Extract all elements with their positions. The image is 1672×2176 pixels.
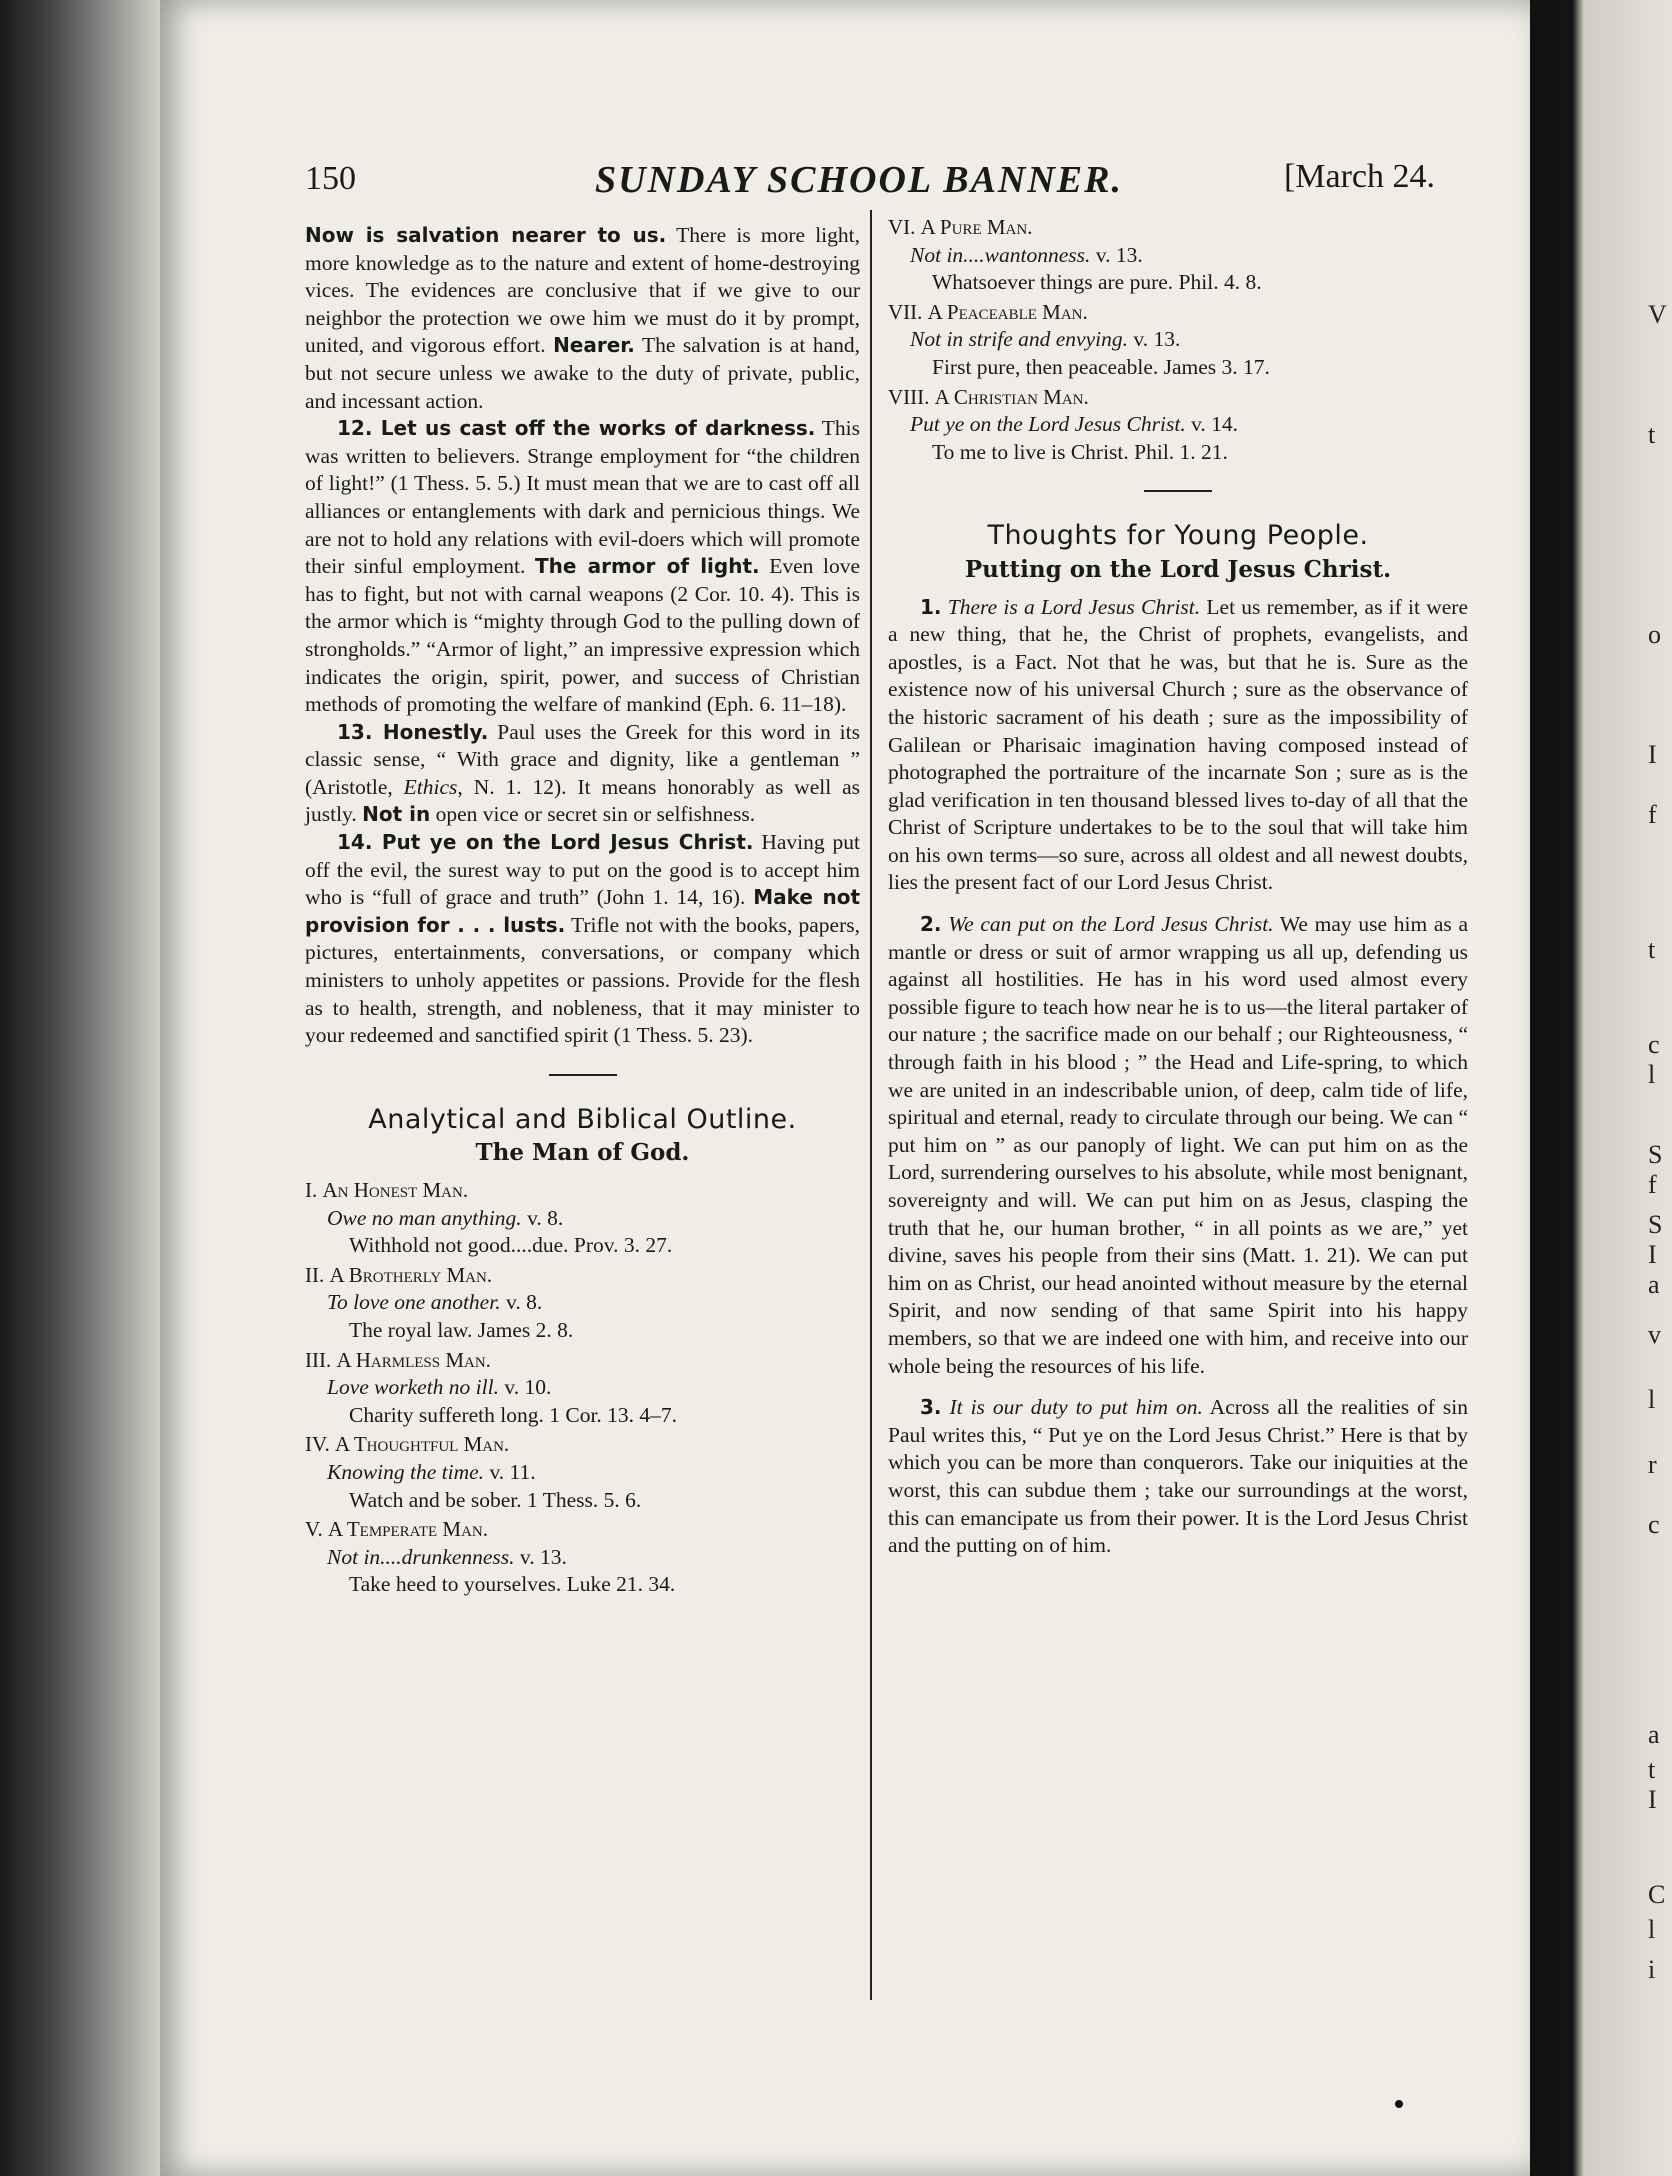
- commentary-text: This was written to believers. Strange employment for “the children of light!” (1 Thess. 5. 5.) It must mean that we are to cast off all alliances or entanglements with dark and pernicious things. We are not to hold any relations with evil-doers which will promote their sinful employment.: [305, 416, 860, 579]
- adjacent-page-fragment: I: [1648, 740, 1657, 769]
- thoughts-paragraph: [888, 594, 1468, 898]
- ink-speck: [1395, 2100, 1403, 2108]
- page-header: [305, 160, 1435, 210]
- commentary-italic: Ethics: [403, 774, 458, 799]
- adjacent-page-fragment: l: [1648, 1060, 1656, 1089]
- outline-heading: A Thoughtful Man.: [334, 1432, 510, 1457]
- commentary-heading: 14. Put ye on the Lord Jesus Christ.: [337, 830, 754, 855]
- outline-subpoint: Put ye on the Lord Jesus Christ.: [910, 412, 1186, 437]
- commentary-text: Paul uses the Greek for this word in its classic sense, “ With grace and dignity, like a gentleman ” (Aristotle,: [305, 719, 860, 799]
- outline-text: To me to live is Christ. Phil. 1. 21.: [932, 439, 1228, 464]
- commentary-text: Trifle not with the books, papers, pictures, entertainments, conversations, or company which ministers to unholy appetites or passions. Provide for the flesh as to health, strength, and nobleness, that it may minister to your redeemed and sanctified spirit (1 Thess. 5. 23).: [305, 912, 860, 1048]
- outline-text: Take heed to yourselves. Luke 21. 34.: [349, 1572, 676, 1597]
- outline-numeral: VI.: [888, 215, 916, 239]
- outline-subtitle: The Man of God.: [475, 1139, 690, 1167]
- adjacent-page-fragment: a: [1648, 1720, 1660, 1749]
- commentary-heading: The armor of light.: [534, 554, 760, 579]
- adjacent-page-fragment: t: [1648, 420, 1656, 449]
- page-number: 150: [305, 160, 356, 197]
- thoughts-title: Thoughts for Young People.: [987, 520, 1369, 552]
- thoughts-number: 1.: [920, 594, 942, 619]
- outline-reference: v. 13.: [1127, 327, 1181, 352]
- outline-subpoint: Not in strife and envying.: [910, 327, 1128, 352]
- adjacent-page-fragment: o: [1648, 620, 1661, 649]
- outline-heading: A Brotherly Man.: [329, 1262, 493, 1287]
- column-divider: [870, 210, 872, 2000]
- outline-numeral: V.: [305, 1517, 323, 1542]
- outline-reference: v. 8.: [500, 1290, 543, 1315]
- thoughts-number: 2.: [920, 912, 942, 937]
- thoughts-text: Let us remember, as if it were a new thing, that he, the Christ of prophets, evangelists, and apostles, is a Fact. Not that he was, but that he is. Sure as the existence now of his universal Church ; sure as the observance of the historic sacrament of his death ; sure as the impossibility of Galilean or Pharisaic imagination having composed instead of photographed the portraiture of the incarnate Son ; sure as is the glad verification in ten thousand blessed lives to-day of all that the Christ of Scripture undertakes to be to the soul that will take him on his own terms—so sure, across all oldest and all newest doubts, lies the present fact of our Lord Jesus Christ.: [888, 594, 1469, 895]
- outline-subpoint: Knowing the time.: [327, 1459, 485, 1484]
- commentary-heading: Make not provision for . . . lusts.: [305, 885, 860, 937]
- outline-reference: v. 10.: [498, 1375, 552, 1400]
- outline-numeral: IV.: [305, 1432, 330, 1457]
- commentary-paragraph: [305, 719, 860, 829]
- outline-reference: v. 11.: [484, 1459, 536, 1484]
- thoughts-subtitle: Putting on the Lord Jesus Christ.: [964, 555, 1392, 583]
- outline-text: Whatsoever things are pure. Phil. 4. 8.: [932, 270, 1262, 295]
- outline-item: [888, 384, 1468, 467]
- outline-subpoint: Love worketh no ill.: [327, 1375, 499, 1400]
- outline-title: Analytical and Biblical Outline.: [368, 1103, 797, 1135]
- outline-list-continued: [888, 214, 1468, 466]
- thoughts-heading: We can put on the Lord Jesus Christ.: [948, 912, 1274, 937]
- outline-numeral: VII.: [888, 299, 923, 324]
- outline-heading: A Pure Man.: [920, 215, 1033, 239]
- commentary-text: There is more light, more knowledge as to the nature and extent of home-destroying vices. The evidences are conclusive that if we give to our neighbor the protection we owe him we must do it by prompt, united, and vigorous effort.: [305, 223, 861, 358]
- adjacent-page-fragment: S: [1648, 1140, 1663, 1169]
- outline-numeral: II.: [305, 1262, 325, 1287]
- outline-heading: A Harmless Man.: [336, 1347, 491, 1372]
- section-divider: [1144, 490, 1212, 492]
- section-divider: [549, 1074, 617, 1076]
- adjacent-page-fragment: c: [1648, 1030, 1660, 1059]
- outline-item: [305, 1262, 860, 1345]
- journal-title: SUNDAY SCHOOL BANNER.: [595, 159, 1124, 201]
- outline-item: [305, 1177, 860, 1260]
- outline-subpoint: Not in....drunkenness.: [327, 1544, 515, 1569]
- thoughts-text: Across all the realities of sin Paul writes this, “ Put ye on the Lord Jesus Christ.” Here is that by which you can be more than conquerors. Take our iniquities at the worst, this can subdue them ; take our surroundings at the worst, this can emancipate us from their power. It is the Lord Jesus Christ and the putting on of him.: [888, 1395, 1468, 1558]
- adjacent-page-fragment: i: [1648, 1955, 1656, 1984]
- outline-heading: An Honest Man.: [322, 1178, 469, 1202]
- outline-list: [305, 1177, 860, 1599]
- commentary-text: Having put off the evil, the surest way to put on the good is to accept him who is “full of grace and truth” (John 1. 14, 16).: [305, 830, 860, 910]
- outline-numeral: VIII.: [888, 384, 930, 409]
- adjacent-page-fragment: a: [1648, 1270, 1660, 1299]
- adjacent-page-fragment: l: [1648, 1915, 1656, 1944]
- adjacent-page-fragment: v: [1648, 1320, 1661, 1349]
- adjacent-page-fragment: t: [1648, 935, 1656, 964]
- outline-text: Withhold not good....due. Prov. 3. 27.: [349, 1233, 673, 1258]
- thoughts-paragraph: [888, 1394, 1468, 1560]
- commentary-heading: Not in: [362, 802, 431, 827]
- outline-item: [305, 1431, 860, 1514]
- commentary-text: Even love has to fight, but not with carnal weapons (2 Cor. 10. 4). This is the armor which is “mighty through God to the pulling down of strongholds.” “Armor of light,” an impressive expression which indicates the origin, spirit, power, and success of Christian methods of promoting the welfare of mankind (Eph. 6. 11–18).: [305, 554, 860, 717]
- issue-date: [March 24.: [1283, 158, 1435, 195]
- left-column: [305, 222, 860, 1601]
- outline-heading: A Christian Man.: [934, 384, 1089, 409]
- outline-reference: v. 8.: [521, 1205, 564, 1230]
- thoughts-heading: It is our duty to put him on.: [949, 1395, 1203, 1420]
- outline-subpoint: Not in....wantonness.: [910, 242, 1091, 267]
- outline-heading: A Peaceable Man.: [927, 299, 1088, 324]
- outline-heading: A Temperate Man.: [327, 1517, 489, 1542]
- adjacent-page-fragment: l: [1648, 1385, 1656, 1414]
- adjacent-page-fragment: I: [1648, 1240, 1657, 1269]
- commentary-paragraph: [305, 222, 860, 415]
- paragraph-gap: [888, 1380, 1468, 1394]
- commentary-heading: Nearer.: [553, 333, 635, 358]
- commentary-heading: Now is salvation nearer to us.: [305, 223, 667, 247]
- outline-text: The royal law. James 2. 8.: [349, 1317, 574, 1342]
- commentary-text: , N. 1. 12). It means honorably as well as justly.: [305, 774, 860, 827]
- adjacent-page-fragment: V: [1648, 300, 1667, 329]
- outline-reference: v. 13.: [1090, 242, 1143, 267]
- adjacent-page-fragment: r: [1648, 1450, 1657, 1479]
- outline-reference: v. 13.: [514, 1544, 567, 1569]
- commentary-text: The salvation is at hand, but not secure unless we awake to the duty of private, public, and incessant action.: [305, 333, 860, 413]
- book-binding-shadow: [0, 0, 170, 2176]
- thoughts-text: We may use him as a mantle or dress or suit of armor wrapping us all up, defending us against all hostilities. He has in his word used almost every possible figure to teach how near he is to us—the literal partaker of our nature ; the sacrifice made on our behalf ; our Righteousness, “ through faith in his blood ; ” the Head and Life-spring, to which we are united in an indescribable union, of deep, calm tide of life, spiritual and eternal, ready to circulate through our being. We can “ put him on ” as our panoply of light. We can put him on as the Lord, surrendering ourselves to his absolute, while most benignant, sovereignty and will. We can put him on as Jesus, clasping the truth that he, our human brother, “ in all points as we are,” yet divine, saves his people from their sins (Matt. 1. 21). We can put him on as Christ, our head anointed without measure by the eternal Spirit, and now sending of that same Spirit into his happy members, so that we are indeed one with him, and receive into our whole being the resources of his life.: [888, 912, 1469, 1378]
- thoughts-number: 3.: [920, 1395, 942, 1420]
- outline-item: [305, 1347, 860, 1430]
- outline-subpoint: To love one another.: [327, 1290, 501, 1315]
- outline-item: [305, 1516, 860, 1599]
- outline-text: Charity suffereth long. 1 Cor. 13. 4–7.: [349, 1402, 678, 1427]
- outline-reference: v. 14.: [1185, 412, 1239, 437]
- outline-item: [888, 299, 1468, 382]
- right-column: [888, 214, 1468, 1560]
- commentary-paragraph: [305, 415, 860, 719]
- adjacent-page-fragment: I: [1648, 1785, 1657, 1814]
- adjacent-page-fragment: c: [1648, 1510, 1660, 1539]
- adjacent-page-edge: [1530, 0, 1672, 2176]
- adjacent-page-fragment: S: [1648, 1210, 1663, 1239]
- thoughts-paragraph: [888, 911, 1468, 1380]
- outline-text: First pure, then peaceable. James 3. 17.: [932, 354, 1270, 379]
- adjacent-page-fragment: f: [1648, 800, 1657, 829]
- adjacent-page-fragment: f: [1648, 1170, 1657, 1199]
- outline-numeral: III.: [305, 1347, 332, 1372]
- commentary-heading: 13. Honestly.: [337, 719, 489, 744]
- commentary-text: open vice or secret sin or selfishness.: [430, 802, 756, 827]
- outline-subpoint: Owe no man anything.: [327, 1205, 522, 1230]
- outline-numeral: I.: [305, 1178, 318, 1202]
- outline-item: [888, 214, 1468, 297]
- commentary-paragraph: [305, 829, 860, 1050]
- outline-text: Watch and be sober. 1 Thess. 5. 6.: [349, 1487, 642, 1512]
- paragraph-gap: [888, 897, 1468, 911]
- commentary-heading: 12. Let us cast off the works of darkness.: [337, 416, 816, 441]
- adjacent-page-fragment: t: [1648, 1755, 1656, 1784]
- thoughts-heading: There is a Lord Jesus Christ.: [947, 594, 1201, 619]
- adjacent-page-fragment: C: [1648, 1880, 1666, 1909]
